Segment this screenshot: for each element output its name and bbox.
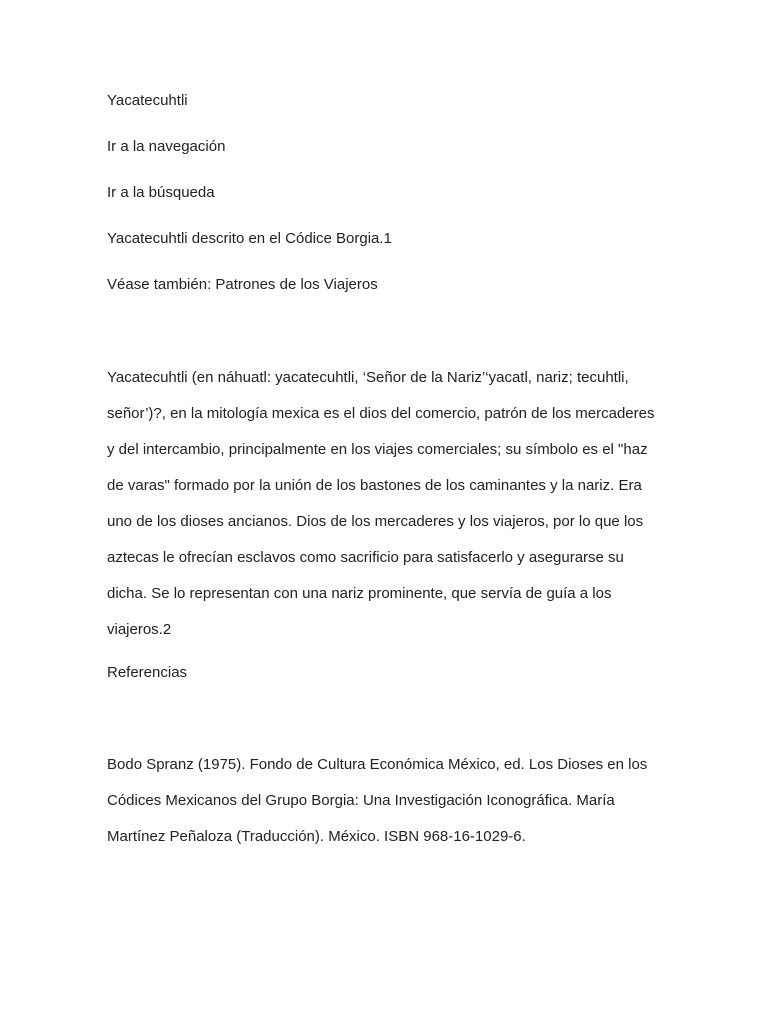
body-line: viajeros.2 bbox=[107, 621, 172, 638]
reference-line: Martínez Peñaloza (Traducción). México. ISBN 968-16-1029-6. bbox=[107, 828, 526, 845]
body-line: Yacatecuhtli (en náhuatl: yacatecuhtli, ‘Señor de la Nariz’‘yacatl, nariz; tecuhtli, bbox=[107, 369, 629, 386]
body-line: uno de los dioses ancianos. Dios de los mercaderes y los viajeros, por lo que los bbox=[107, 513, 644, 530]
reference-entry bbox=[107, 756, 667, 864]
page-title: Yacatecuhtli bbox=[107, 92, 188, 109]
reference-line: Bodo Spranz (1975). Fondo de Cultura Económica México, ed. Los Dioses en los bbox=[107, 756, 648, 773]
body-line: señor’)?, en la mitología mexica es el dios del comercio, patrón de los mercaderes bbox=[107, 405, 655, 422]
reference-line: Códices Mexicanos del Grupo Borgia: Una Investigación Iconográfica. María bbox=[107, 792, 615, 809]
see-also-note: Véase también: Patrones de los Viajeros bbox=[107, 276, 378, 293]
skip-to-search-link[interactable]: Ir a la búsqueda bbox=[107, 184, 215, 201]
image-caption: Yacatecuhtli descrito en el Códice Borgia.1 bbox=[107, 230, 392, 247]
body-line: aztecas le ofrecían esclavos como sacrificio para satisfacerlo y asegurarse su bbox=[107, 549, 624, 566]
skip-to-navigation-link[interactable]: Ir a la navegación bbox=[107, 138, 226, 155]
references-heading: Referencias bbox=[107, 664, 188, 681]
body-line: y del intercambio, principalmente en los viajes comerciales; su símbolo es el "haz bbox=[107, 441, 648, 458]
body-line: dicha. Se lo representan con una nariz prominente, que servía de guía a los bbox=[107, 585, 612, 602]
body-paragraph bbox=[107, 369, 667, 657]
body-line: de varas" formado por la unión de los bastones de los caminantes y la nariz. Era bbox=[107, 477, 642, 494]
